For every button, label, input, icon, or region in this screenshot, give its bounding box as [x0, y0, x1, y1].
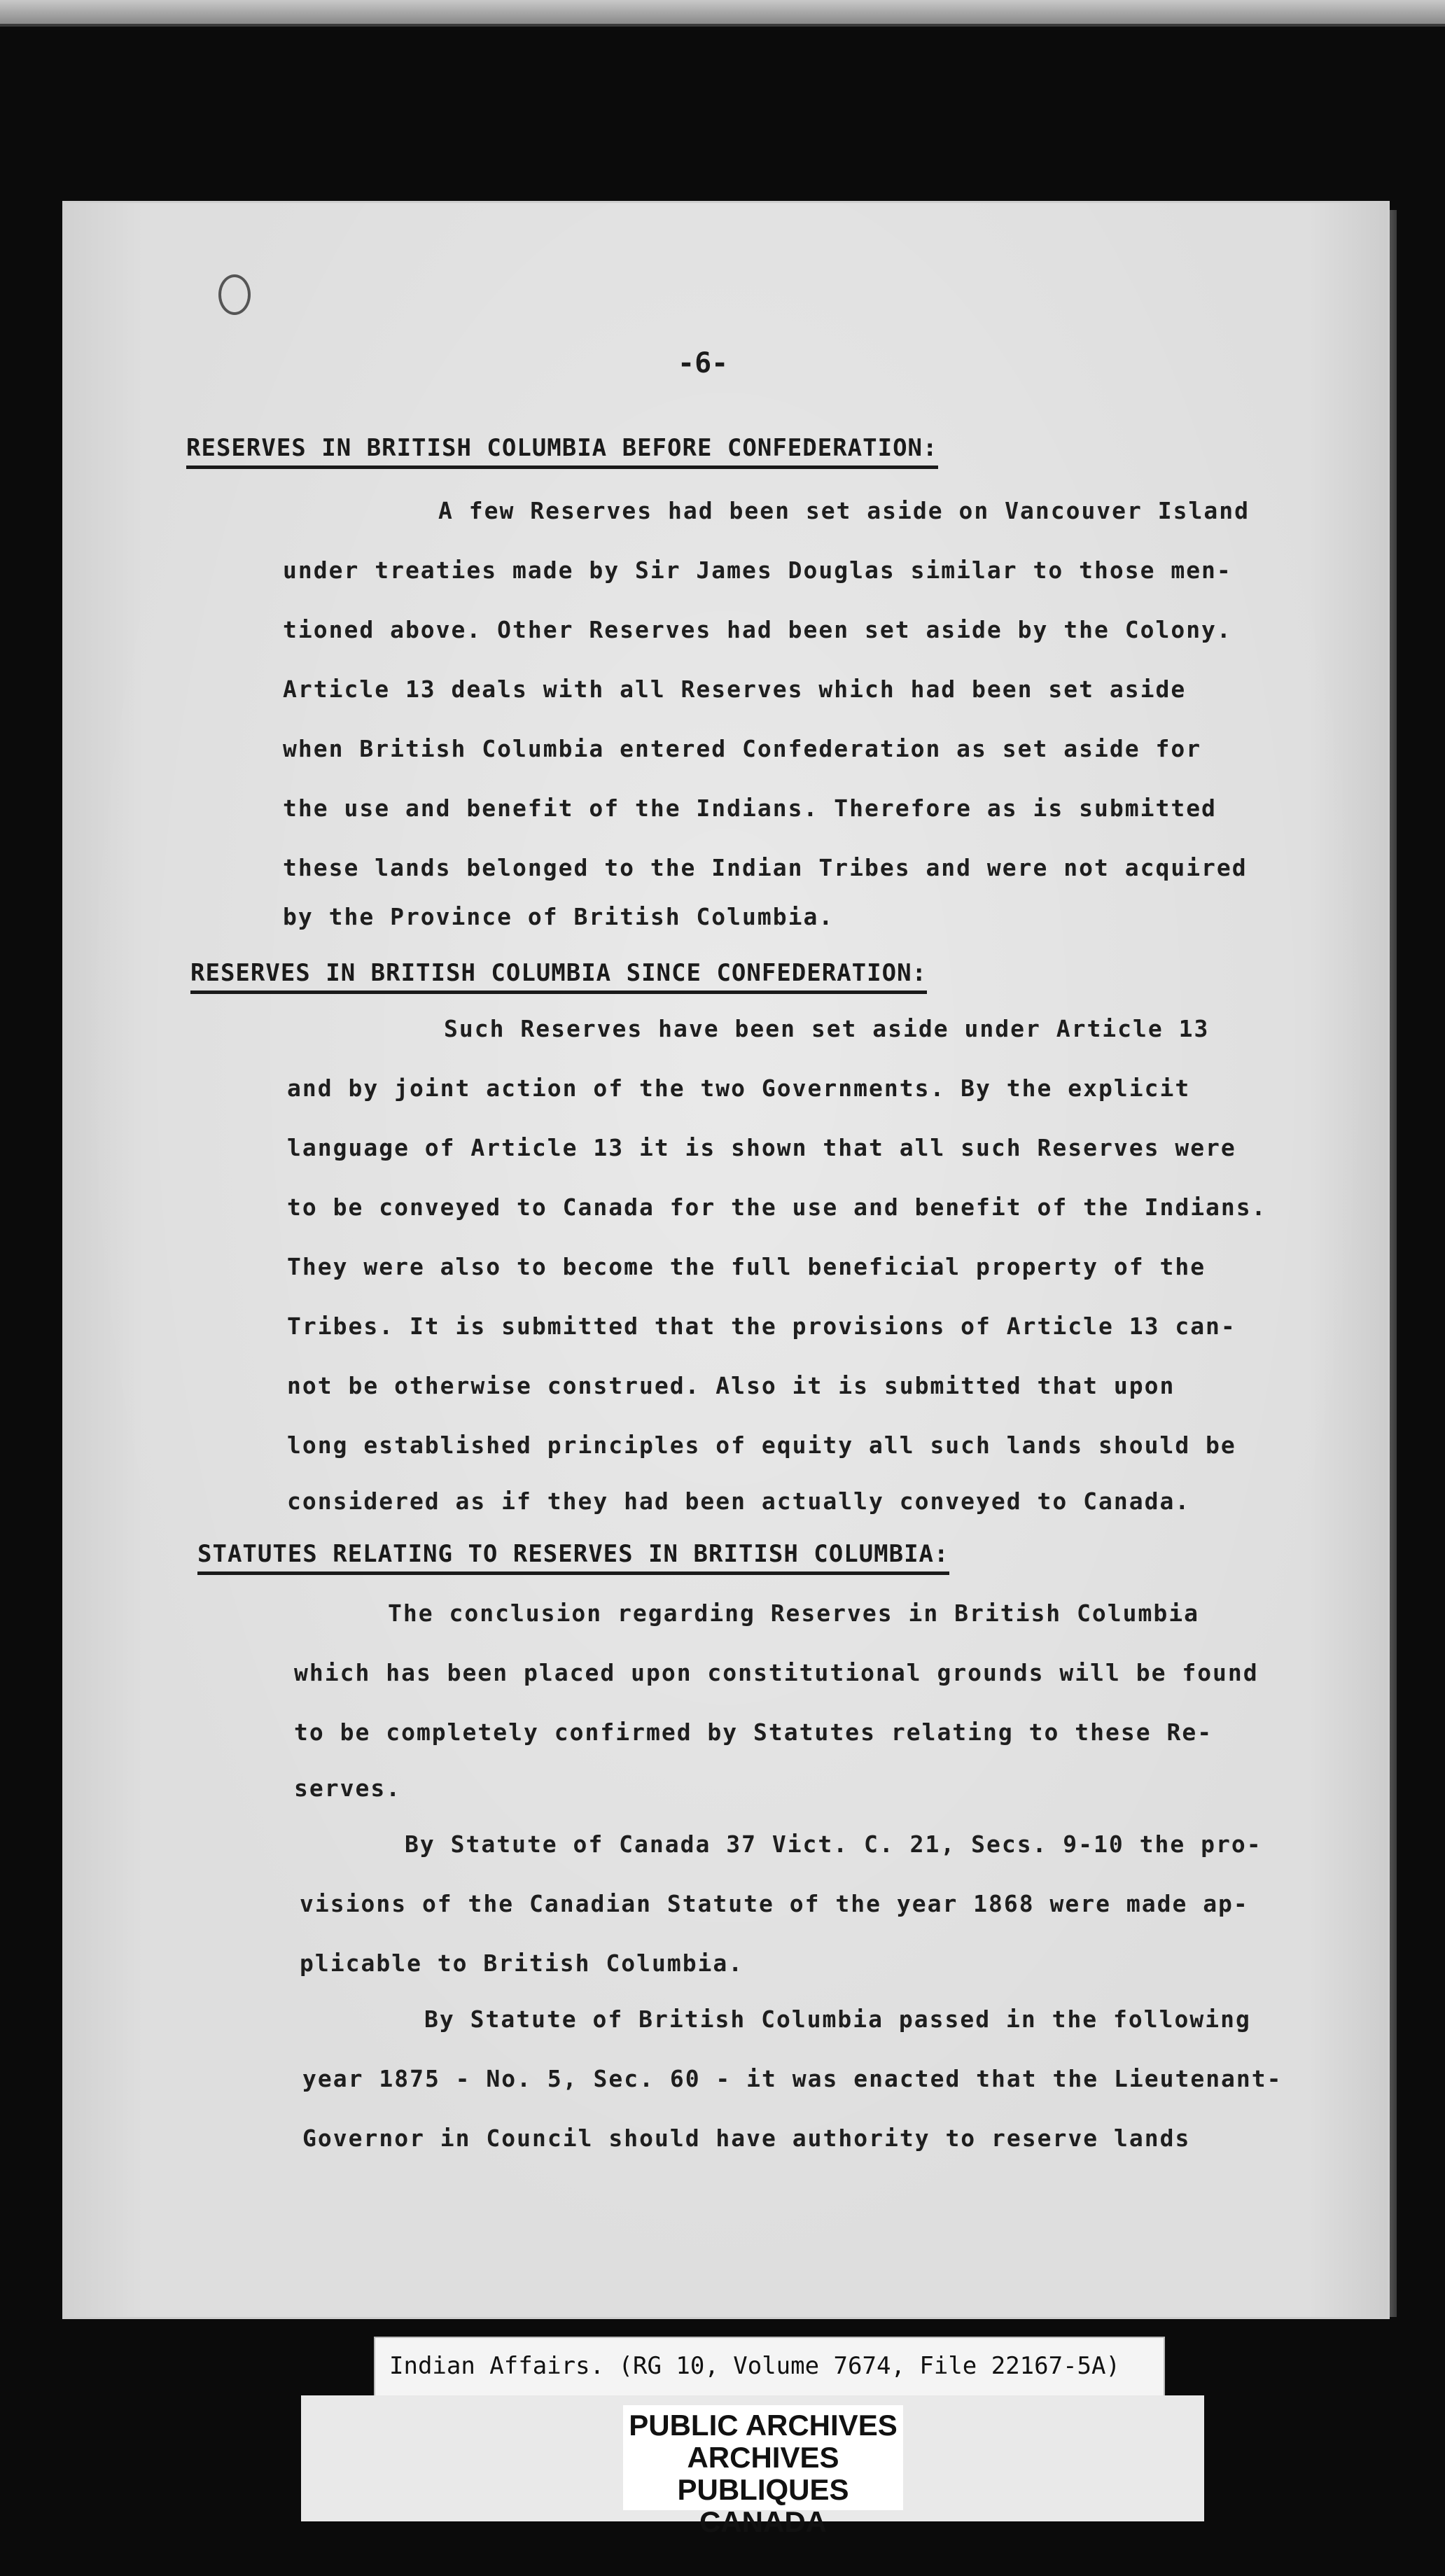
heading-underline [190, 990, 927, 994]
text-line: tioned above. Other Reserves had been set aside by the Colony. [283, 616, 1232, 643]
text-line: year 1875 - No. 5, Sec. 60 - it was enacted that the Lieutenant- [302, 2065, 1283, 2092]
page-number: -6- [678, 347, 729, 379]
punch-hole [218, 274, 251, 315]
stamp-line: CANADA [699, 2505, 827, 2538]
heading-text: RESERVES IN BRITISH COLUMBIA SINCE CONFEDERATION: [190, 959, 928, 987]
text-line: A few Reserves had been set aside on Vancouver Island [438, 497, 1250, 524]
archive-stamp [623, 2405, 903, 2538]
heading-underline [197, 1572, 949, 1575]
text-line: visions of the Canadian Statute of the year 1868 were made ap- [300, 1890, 1249, 1917]
archive-citation-text: Indian Affairs. (RG 10, Volume 7674, File 22167-5A) [389, 2352, 1120, 2380]
text-line: By Statute of Canada 37 Vict. C. 21, Secs. 9-10 the pro- [405, 1830, 1262, 1858]
text-line: not be otherwise construed. Also it is submitted that upon [287, 1372, 1175, 1399]
archive-citation-label [375, 2338, 1164, 2395]
text-line: these lands belonged to the Indian Tribes and were not acquired [283, 854, 1248, 881]
text-line: by the Province of British Columbia. [283, 903, 835, 930]
heading-statutes [197, 1540, 949, 1568]
text-line: plicable to British Columbia. [300, 1949, 744, 1977]
text-line: Governor in Council should have authority to reserve lands [302, 2124, 1191, 2152]
text-line: long established principles of equity all such lands should be [287, 1432, 1236, 1459]
heading-since-confederation [190, 959, 927, 987]
stamp-line: ARCHIVES PUBLIQUES [677, 2441, 849, 2506]
text-line: when British Columbia entered Confederation as set aside for [283, 735, 1202, 762]
text-line: They were also to become the full beneficial property of the [287, 1253, 1206, 1280]
text-line: under treaties made by Sir James Douglas similar to those men- [283, 556, 1232, 584]
text-line: By Statute of British Columbia passed in the following [424, 2005, 1251, 2033]
text-line: serves. [294, 1774, 402, 1802]
stamp-line: PUBLIC ARCHIVES [629, 2409, 898, 2442]
text-line: to be conveyed to Canada for the use and benefit of the Indians. [287, 1194, 1267, 1221]
text-line: Such Reserves have been set aside under Article 13 [444, 1015, 1210, 1042]
text-line: Tribes. It is submitted that the provisions of Article 13 can- [287, 1312, 1236, 1340]
heading-underline [186, 465, 938, 469]
text-line: to be completely confirmed by Statutes relating to these Re- [294, 1718, 1213, 1746]
text-line: and by joint action of the two Governments. By the explicit [287, 1074, 1191, 1102]
text-line: The conclusion regarding Reserves in British Columbia [388, 1600, 1199, 1627]
text-line: which has been placed upon constitutional grounds will be found [294, 1659, 1259, 1686]
text-line: the use and benefit of the Indians. Therefore as is submitted [283, 794, 1217, 822]
heading-text: STATUTES RELATING TO RESERVES IN BRITISH COLUMBIA: [197, 1540, 949, 1568]
text-line: considered as if they had been actually conveyed to Canada. [287, 1488, 1191, 1515]
archive-stamp-area [301, 2395, 1204, 2538]
heading-text: RESERVES IN BRITISH COLUMBIA BEFORE CONFEDERATION: [186, 434, 938, 462]
scan-top-edge [0, 0, 1445, 27]
text-line: Article 13 deals with all Reserves which had been set aside [283, 676, 1187, 703]
text-line: language of Article 13 it is shown that all such Reserves were [287, 1134, 1236, 1161]
heading-before-confederation [186, 434, 938, 462]
